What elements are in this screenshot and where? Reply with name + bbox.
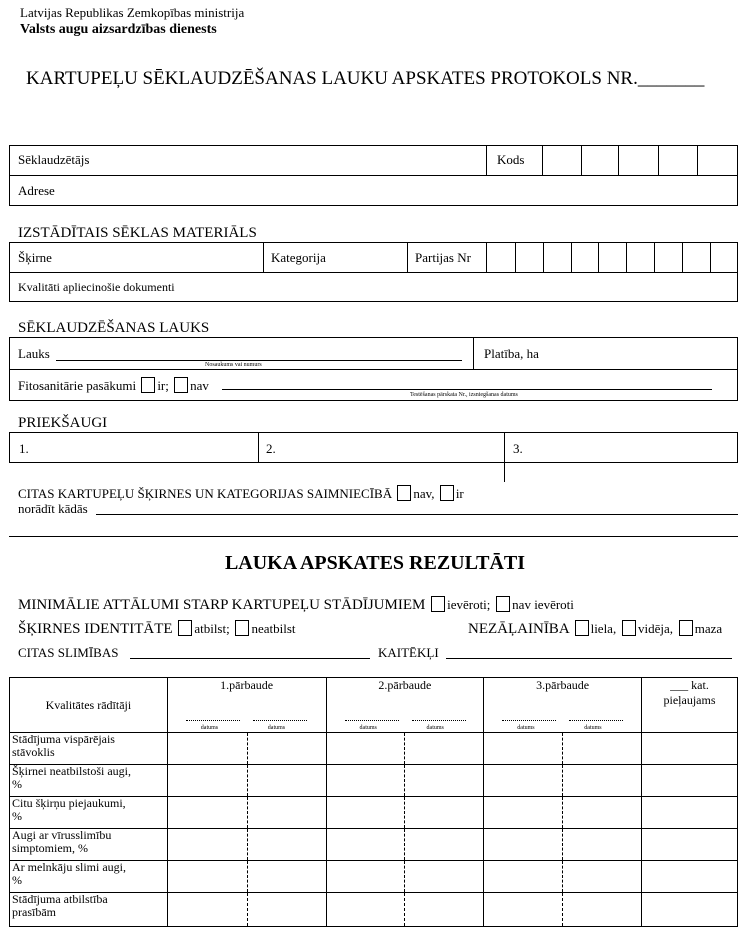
preceding-item-3: 3. <box>513 441 523 456</box>
value-cell[interactable] <box>405 893 484 927</box>
other-varieties-yes-checkbox[interactable] <box>440 485 454 501</box>
weediness-low-checkbox[interactable] <box>679 620 693 636</box>
lot-label: Partijas Nr <box>415 250 471 265</box>
value-cell[interactable] <box>642 829 738 861</box>
value-cell[interactable] <box>326 765 405 797</box>
check-3-header <box>484 678 642 733</box>
value-cell[interactable] <box>484 893 563 927</box>
variety-label: Šķirne <box>18 250 52 265</box>
check-2-header <box>326 678 484 733</box>
allowed-blank[interactable]: ___ <box>670 678 689 692</box>
quality-table <box>9 677 738 927</box>
weediness-mid-checkbox[interactable] <box>622 620 636 636</box>
indicator-label: Stādījuma atbilstība prasībām <box>10 893 168 927</box>
check-2-label: 2.pārbaude <box>378 678 432 692</box>
value-cell[interactable] <box>405 733 484 765</box>
code-label: Kods <box>497 152 525 167</box>
indicators-header: Kvalitātes rādītāji <box>10 678 168 733</box>
check-3-label: 3.pārbaude <box>536 678 590 692</box>
value-cell[interactable] <box>405 765 484 797</box>
value-cell[interactable] <box>167 861 247 893</box>
check-2-date-a[interactable] <box>345 720 399 721</box>
pests-label: KAITĒKĻI <box>378 645 439 660</box>
service-name: Valsts augu aizsardzības dienests <box>20 22 217 37</box>
value-cell[interactable] <box>484 733 563 765</box>
phyto-report-line[interactable] <box>222 389 712 390</box>
value-cell[interactable] <box>167 797 247 829</box>
field-name-line[interactable] <box>56 360 462 361</box>
distances-not-observed-checkbox[interactable] <box>496 596 510 612</box>
diseases-line[interactable] <box>130 658 370 659</box>
phyto-yes-checkbox[interactable] <box>141 377 155 393</box>
field-hint: Nosaukums vai numurs <box>205 362 262 368</box>
other-varieties-no-checkbox[interactable] <box>397 485 411 501</box>
value-cell[interactable] <box>405 829 484 861</box>
value-cell[interactable] <box>642 861 738 893</box>
value-cell[interactable] <box>642 893 738 927</box>
preceding-box <box>9 432 738 463</box>
value-cell[interactable] <box>247 893 326 927</box>
weediness-high-checkbox[interactable] <box>575 620 589 636</box>
indicator-label: Citu šķirņu piejaukumi, % <box>10 797 168 829</box>
value-cell[interactable] <box>167 893 247 927</box>
indicator-label: Šķirnei neatbilstoši augi, % <box>10 765 168 797</box>
identity-row: ŠĶIRNES IDENTITĀTE atbilst; neatbilst <box>18 621 296 637</box>
value-cell[interactable] <box>326 733 405 765</box>
distances-row: MINIMĀLIE ATTĀLUMI STARP KARTUPEĻU STĀDĪJUMIEM ievēroti; nav ievēroti <box>18 597 574 613</box>
distances-observed-checkbox[interactable] <box>431 596 445 612</box>
value-cell[interactable] <box>247 861 326 893</box>
field-section-title: SĒKLAUDZĒŠANAS LAUKS <box>18 320 210 336</box>
value-cell[interactable] <box>563 893 642 927</box>
value-cell[interactable] <box>642 733 738 765</box>
grower-label: Sēklaudzētājs <box>18 152 90 167</box>
value-cell[interactable] <box>405 797 484 829</box>
specify-line[interactable] <box>96 514 738 515</box>
value-cell[interactable] <box>642 765 738 797</box>
value-cell[interactable] <box>167 765 247 797</box>
value-cell[interactable] <box>247 829 326 861</box>
section-divider <box>9 536 738 537</box>
date-label: datums <box>584 725 602 731</box>
phyto-hint: Testēšanas pārskata Nr., izsniegšanas datums <box>410 392 518 398</box>
value-cell[interactable] <box>326 829 405 861</box>
docs-label: Kvalitāti apliecinošie dokumenti <box>18 280 175 294</box>
value-cell[interactable] <box>484 765 563 797</box>
value-cell[interactable] <box>642 797 738 829</box>
weediness-row: NEZĀĻAINĪBA liela, vidēja, maza <box>468 621 723 637</box>
value-cell[interactable] <box>247 797 326 829</box>
table-row <box>10 829 738 861</box>
allowed-header: ___ kat. pieļaujams <box>642 678 738 733</box>
value-cell[interactable] <box>247 733 326 765</box>
indicator-label: Ar melnkāju slimi augi, % <box>10 861 168 893</box>
phyto-row: Fitosanitārie pasākumi ir; nav <box>18 378 209 393</box>
check-1-date-a[interactable] <box>186 720 240 721</box>
results-title: LAUKA APSKATES REZULTĀTI <box>224 552 526 574</box>
date-label: datums <box>267 725 286 731</box>
value-cell[interactable] <box>405 861 484 893</box>
check-1-date-b[interactable] <box>253 720 307 721</box>
value-cell[interactable] <box>167 829 247 861</box>
other-varieties-row: CITAS KARTUPEĻU ŠĶIRNES UN KATEGORIJAS SAIMNIECĪBĀ nav, ir <box>18 486 464 501</box>
phyto-no-checkbox[interactable] <box>174 377 188 393</box>
address-label: Adrese <box>18 183 55 198</box>
check-3-date-b[interactable] <box>569 720 623 721</box>
specify-label: norādīt kādās <box>18 501 88 516</box>
pests-line[interactable] <box>446 658 732 659</box>
value-cell[interactable] <box>563 829 642 861</box>
seed-section-title: IZSTĀDĪTAIS SĒKLAS MATERIĀLS <box>18 225 257 241</box>
value-cell[interactable] <box>167 733 247 765</box>
date-label: datums <box>517 725 535 731</box>
value-cell[interactable] <box>563 797 642 829</box>
table-row <box>10 861 738 893</box>
check-1-header <box>167 678 326 733</box>
protocol-number-field[interactable]: _______ <box>637 68 705 89</box>
ministry-name: Latvijas Republikas Zemkopības ministrija <box>20 5 245 20</box>
value-cell[interactable] <box>563 861 642 893</box>
date-label: datums <box>426 725 444 731</box>
table-row <box>10 797 738 829</box>
preceding-item-2: 2. <box>266 441 276 456</box>
indicator-label: Stādījuma vispārējais stāvoklis <box>10 733 168 765</box>
category-label: Kategorija <box>271 250 326 265</box>
date-label: datums <box>359 725 377 731</box>
identity-match-checkbox[interactable] <box>178 620 192 636</box>
area-label: Platība, ha <box>484 346 539 361</box>
value-cell[interactable] <box>563 733 642 765</box>
check-3-date-a[interactable] <box>502 720 556 721</box>
value-cell[interactable] <box>563 765 642 797</box>
date-label: datums <box>200 725 219 731</box>
table-row <box>10 765 738 797</box>
preceding-section-title: PRIEKŠAUGI <box>18 415 108 431</box>
check-1-label: 1.pārbaude <box>220 678 274 692</box>
page-title: KARTUPEĻU SĒKLAUDZĒŠANAS LAUKU APSKATES PROTOKOLS NR._______ <box>26 68 705 89</box>
indicator-label: Augi ar vīrusslimību simptomiem, % <box>10 829 168 861</box>
identity-mismatch-checkbox[interactable] <box>235 620 249 636</box>
preceding-item-1: 1. <box>19 441 29 456</box>
value-cell[interactable] <box>326 797 405 829</box>
value-cell[interactable] <box>247 765 326 797</box>
value-cell[interactable] <box>484 829 563 861</box>
value-cell[interactable] <box>326 861 405 893</box>
value-cell[interactable] <box>484 797 563 829</box>
diseases-label: CITAS SLIMĪBAS <box>18 645 119 660</box>
table-row <box>10 733 738 765</box>
check-2-date-b[interactable] <box>412 720 466 721</box>
table-row <box>10 893 738 927</box>
value-cell[interactable] <box>484 861 563 893</box>
field-label: Lauks <box>18 346 50 361</box>
value-cell[interactable] <box>326 893 405 927</box>
